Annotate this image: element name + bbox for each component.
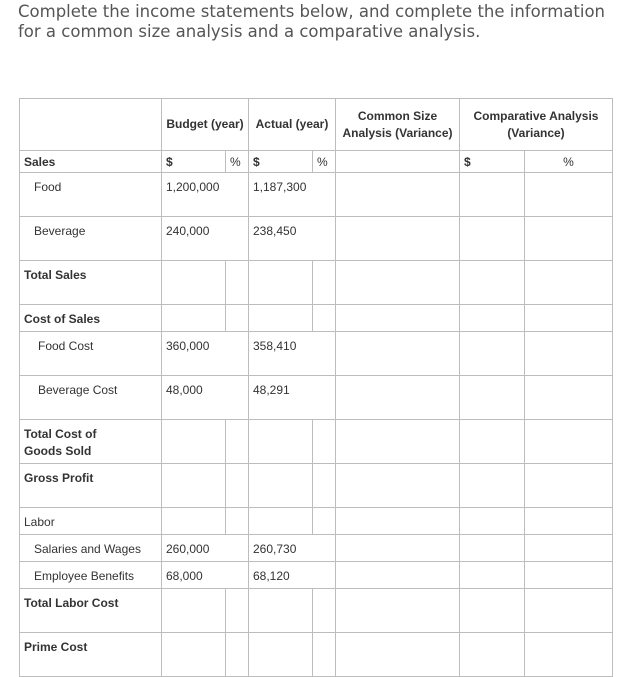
- food-cost-row: [20, 332, 613, 376]
- gross-profit-common-size-cell[interactable]: [336, 464, 460, 508]
- salaries-common-size-cell[interactable]: [336, 535, 460, 562]
- total-labor-actual-dollar-cell[interactable]: [249, 589, 313, 633]
- benefits-comparative-pct-cell[interactable]: [525, 562, 613, 589]
- beverage-cost-actual-value: 48,291: [253, 383, 290, 397]
- benefits-common-size-cell[interactable]: [336, 562, 460, 589]
- food-cost-label: Food Cost: [38, 339, 94, 353]
- prime-cost-actual-dollar-cell[interactable]: [249, 633, 313, 677]
- prime-cost-comparative-dollar-cell[interactable]: [460, 633, 525, 677]
- total-labor-comparative-dollar-cell[interactable]: [460, 589, 525, 633]
- total-sales-row: [20, 261, 613, 305]
- gross-profit-actual-dollar-cell[interactable]: [249, 464, 313, 508]
- prime-cost-comparative-pct-cell[interactable]: [525, 633, 613, 677]
- prime-cost-label: Prime Cost: [24, 640, 88, 654]
- salaries-comparative-dollar-cell[interactable]: [460, 535, 525, 562]
- food-budget-value: 1,200,000: [166, 180, 220, 194]
- total-labor-actual-pct-cell[interactable]: [313, 589, 336, 633]
- header-blank: [20, 99, 162, 151]
- total-cogs-row: [20, 420, 613, 464]
- food-cost-comparative-pct-cell[interactable]: [525, 332, 613, 376]
- instructions: [18, 2, 618, 42]
- beverage-cost-comparative-dollar-cell[interactable]: [460, 376, 525, 420]
- benefits-actual-value: 68,120: [253, 569, 290, 583]
- total-cogs-label: Total Cost of Goods Sold: [24, 427, 97, 458]
- budget-header: Budget (year): [162, 99, 249, 151]
- beverage-cost-comparative-pct-cell[interactable]: [525, 376, 613, 420]
- total-cogs-common-size-cell[interactable]: [336, 420, 460, 464]
- total-sales-budget-pct-cell[interactable]: [226, 261, 249, 305]
- beverage-cost-budget-value: 48,000: [166, 383, 203, 397]
- prime-cost-actual-pct-cell[interactable]: [313, 633, 336, 677]
- budget-pct-sub: %: [230, 155, 241, 169]
- food-cost-budget-value: 360,000: [166, 339, 210, 353]
- total-labor-label: Total Labor Cost: [24, 596, 119, 610]
- gross-profit-budget-dollar-cell[interactable]: [162, 464, 226, 508]
- total-labor-budget-pct-cell[interactable]: [226, 589, 249, 633]
- salaries-budget-value: 260,000: [166, 542, 210, 556]
- sales-row: [20, 151, 613, 173]
- prime-cost-common-size-cell[interactable]: [336, 633, 460, 677]
- beverage-cost-common-size-cell[interactable]: [336, 376, 460, 420]
- total-sales-budget-dollar-cell[interactable]: [162, 261, 226, 305]
- total-cogs-budget-dollar-cell[interactable]: [162, 420, 226, 464]
- cost-of-sales-label: Cost of Sales: [24, 312, 101, 326]
- gross-profit-comparative-pct-cell[interactable]: [525, 464, 613, 508]
- food-common-size-cell[interactable]: [336, 173, 460, 217]
- comparative-pct-sub: %: [563, 155, 574, 169]
- cost-of-sales-row: [20, 305, 613, 332]
- total-cogs-actual-pct-cell[interactable]: [313, 420, 336, 464]
- beverage-row: [20, 217, 613, 261]
- actual-header: Actual (year): [249, 99, 336, 151]
- beverage-actual-value: 238,450: [253, 224, 297, 238]
- salaries-actual-value: 260,730: [253, 542, 297, 556]
- food-cost-actual-value: 358,410: [253, 339, 297, 353]
- total-sales-comparative-pct-cell[interactable]: [525, 261, 613, 305]
- total-labor-comparative-pct-cell[interactable]: [525, 589, 613, 633]
- gross-profit-label: Gross Profit: [24, 471, 94, 485]
- actual-dollar-sub: $: [253, 155, 260, 169]
- budget-dollar-sub: $: [166, 155, 173, 169]
- total-sales-comparative-dollar-cell[interactable]: [460, 261, 525, 305]
- beverage-comparative-pct-cell[interactable]: [525, 217, 613, 261]
- benefits-comparative-dollar-cell[interactable]: [460, 562, 525, 589]
- total-sales-common-size-cell[interactable]: [336, 261, 460, 305]
- total-sales-label: Total Sales: [24, 268, 87, 282]
- common-size-cell[interactable]: [336, 151, 460, 173]
- labor-row: [20, 508, 613, 535]
- total-cogs-budget-pct-cell[interactable]: [226, 420, 249, 464]
- header-row: [20, 99, 613, 151]
- food-comparative-pct-cell[interactable]: [525, 173, 613, 217]
- beverage-cost-label: Beverage Cost: [38, 383, 118, 397]
- common-size-header: Common Size Analysis (Variance): [336, 99, 460, 151]
- gross-profit-actual-pct-cell[interactable]: [313, 464, 336, 508]
- total-cogs-comparative-dollar-cell[interactable]: [460, 420, 525, 464]
- salaries-row: [20, 535, 613, 562]
- instructions-line-2: for a common size analysis and a comparative analysis.: [18, 22, 481, 41]
- prime-cost-row: [20, 633, 613, 677]
- gross-profit-row: [20, 464, 613, 508]
- actual-pct-sub: %: [317, 155, 328, 169]
- food-comparative-dollar-cell[interactable]: [460, 173, 525, 217]
- comparative-dollar-sub: $: [464, 155, 471, 169]
- instructions-line-1: Complete the income statements below, and complete the information: [18, 2, 605, 21]
- income-statement-table: [19, 98, 613, 677]
- benefits-label: Employee Benefits: [34, 569, 135, 583]
- benefits-budget-value: 68,000: [166, 569, 203, 583]
- total-cogs-actual-dollar-cell[interactable]: [249, 420, 313, 464]
- total-labor-budget-dollar-cell[interactable]: [162, 589, 226, 633]
- prime-cost-budget-pct-cell[interactable]: [226, 633, 249, 677]
- total-cogs-comparative-pct-cell[interactable]: [525, 420, 613, 464]
- beverage-comparative-dollar-cell[interactable]: [460, 217, 525, 261]
- beverage-label: Beverage: [34, 224, 86, 238]
- food-cost-common-size-cell[interactable]: [336, 332, 460, 376]
- food-row: [20, 173, 613, 217]
- prime-cost-budget-dollar-cell[interactable]: [162, 633, 226, 677]
- beverage-budget-value: 240,000: [166, 224, 210, 238]
- total-labor-common-size-cell[interactable]: [336, 589, 460, 633]
- total-labor-row: [20, 589, 613, 633]
- salaries-label: Salaries and Wages: [34, 542, 141, 556]
- beverage-common-size-cell[interactable]: [336, 217, 460, 261]
- gross-profit-budget-pct-cell[interactable]: [226, 464, 249, 508]
- food-label: Food: [34, 180, 62, 194]
- total-sales-actual-pct-cell[interactable]: [313, 261, 336, 305]
- beverage-cost-row: [20, 376, 613, 420]
- total-sales-actual-dollar-cell[interactable]: [249, 261, 313, 305]
- benefits-row: [20, 562, 613, 589]
- labor-label: Labor: [24, 515, 55, 529]
- gross-profit-comparative-dollar-cell[interactable]: [460, 464, 525, 508]
- salaries-comparative-pct-cell[interactable]: [525, 535, 613, 562]
- food-cost-comparative-dollar-cell[interactable]: [460, 332, 525, 376]
- sales-label: Sales: [24, 155, 56, 169]
- food-actual-value: 1,187,300: [253, 180, 307, 194]
- comparative-header: Comparative Analysis (Variance): [460, 99, 613, 151]
